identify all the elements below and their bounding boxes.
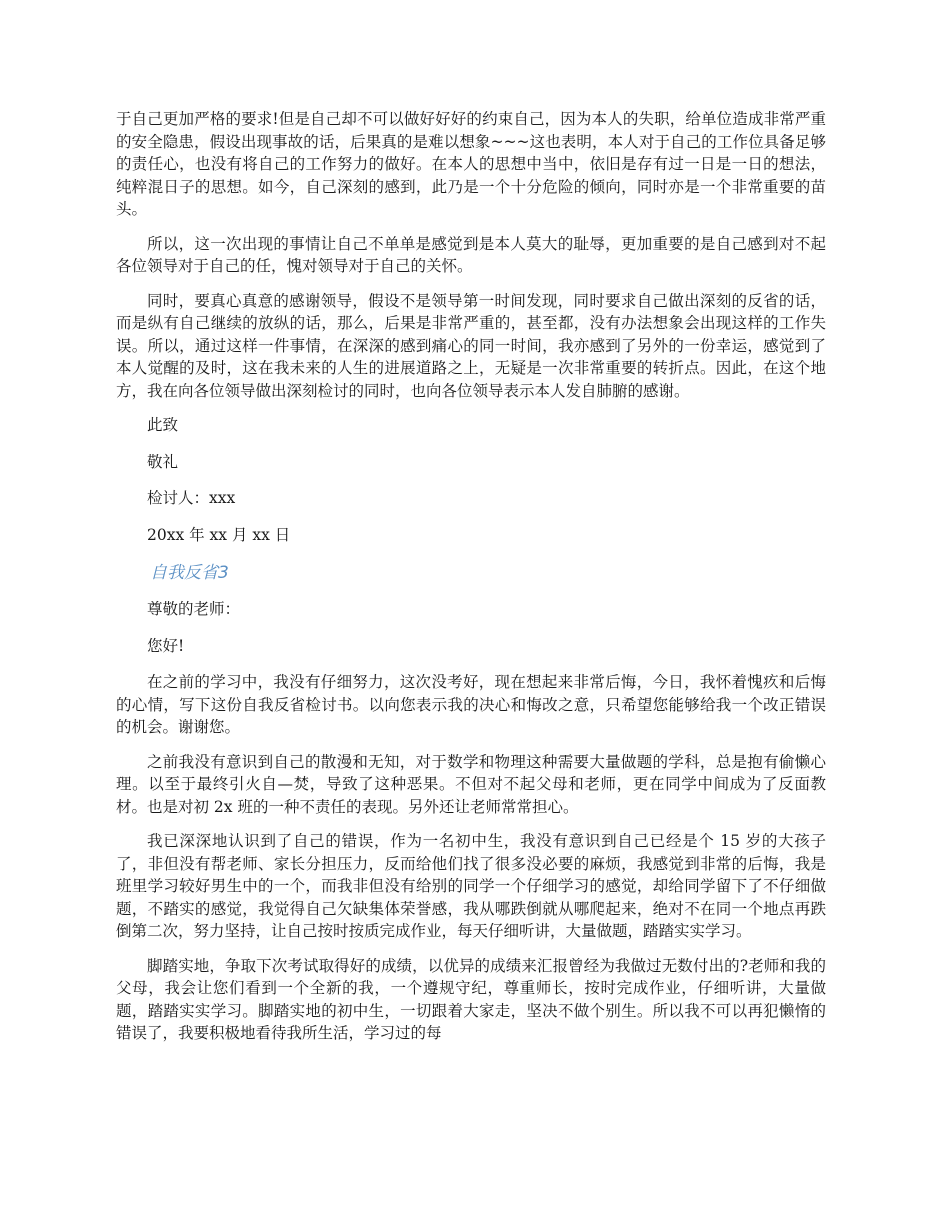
document-page — [116, 108, 826, 1057]
closing-line-1: 此致 — [147, 416, 179, 434]
paragraph-laziness: 之前我没有意识到自己的散漫和无知，对于数学和物理这种需要大量做题的学科，总是抱有偷懒心理。以至于最终引火自—焚，导致了这种恶果。不但对不起父母和老师，更在同学中间成为了反面教材。也是对初 2x 班的一种不责任的表现。另外还让老师常常担心。 — [116, 752, 826, 816]
closing-line-2: 敬礼 — [147, 452, 179, 471]
hello-line: 您好! — [147, 636, 185, 655]
paragraph-resolution: 脚踏实地，争取下次考试取得好的成绩，以优异的成绩来汇报曾经为我做过无数付出的?老师和我的父母，我会让您们看到一个全新的我，一个遵规守纪，尊重师长，按时完成作业，仔细听讲，大量做题，踏踏实实学习。脚踏实地的初中生，一切跟着大家走，坚决不做个别生。所以我不可以再犯懒惰的错误了，我要积极地看待我所生活，学习过的每 — [116, 956, 826, 1042]
greeting-line: 尊敬的老师： — [147, 600, 241, 618]
date-line: 20xx 年 xx 月 xx 日 — [147, 525, 291, 544]
section-heading: 自我反省3 — [150, 563, 229, 583]
paragraph-realization: 我已深深地认识到了自己的错误，作为一名初中生，我没有意识到自己已经是个 15 岁的大孩子了，非但没有帮老师、家长分担压力，反而给他们找了很多没必要的麻烦，我感觉到非常的后悔，我是班里学习较好男生中的一个，而我非但没有给别的同学一个仔细学习的感觉，却给同学留下了不仔细做题，不踏实的感觉，我觉得自己欠缺集体荣誉感，我从哪跌倒就从哪爬起来，绝对不在同一个地点再跌倒第二次，努力坚持，让自己按时按质完成作业，每天仔细听讲，大量做题，踏踏实实学习。 — [116, 832, 826, 940]
paragraph-thanks: 同时，要真心真意的感谢领导，假设不是领导第一时间发现，同时要求自己做出深刻的反省的话，而是纵有自己继续的放纵的话，那么，后果是非常严重的，甚至都，没有办法想象会出现这样的工作失误。所以，通过这样一件事情，在深深的感到痛心的同一时间，我亦感到了另外的一份幸运，感觉到了本人觉醒的及时，这在我未来的人生的进展道路之上，无疑是一次非常重要的转折点。因此，在这个地方，我在向各位领导做出深刻检讨的同时，也向各位领导表示本人发自肺腑的感谢。 — [116, 291, 826, 400]
signer-line: 检讨人：xxx — [147, 489, 236, 507]
paragraph-shame: 所以，这一次出现的事情让自己不单单是感觉到是本人莫大的耻辱，更加重要的是自己感到对不起各位领导对于自己的任，愧对领导对于自己的关怀。 — [116, 234, 826, 275]
paragraph-continuation: 于自己更加严格的要求!但是自己却不可以做好好好的约束自己，因为本人的失职，给单位造成非常严重的安全隐患，假设出现事故的话，后果真的是难以想象~~~这也表明，本人对于自己的工作位具备足够的责任心，也没有将自己的工作努力的做好。在本人的思想中当中，依旧是存有过一日是一日的想法，纯粹混日子的思想。如今，自己深刻的感到，此乃是一个十分危险的倾向，同时亦是一个非常重要的苗头。 — [116, 110, 826, 218]
paragraph-regret: 在之前的学习中，我没有仔细努力，这次没考好，现在想起来非常后悔，今日，我怀着愧疚和后悔的心情，写下这份自我反省检讨书。以向您表示我的决心和悔改之意，只希望您能够给我一个改正错误的机会。谢谢您。 — [116, 673, 826, 736]
